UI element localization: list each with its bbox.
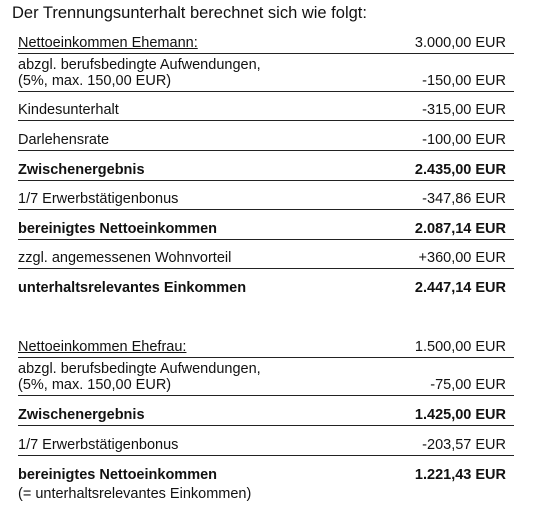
husband-deduction-value: -150,00 EUR	[422, 73, 506, 89]
wife-deduction-label	[18, 361, 261, 393]
husband-income-value: 3.000,00 EUR	[414, 35, 506, 51]
child-support-row	[18, 91, 514, 121]
housing-advantage-label: zzgl. angemessenen Wohnvorteil	[18, 250, 232, 266]
wife-adjusted-value: 1.221,43 EUR	[414, 467, 506, 483]
husband-deduction-line1: abzgl. berufsbedingte Aufwendungen,	[18, 57, 261, 73]
child-support-label: Kindesunterhalt	[18, 102, 119, 118]
wife-income-row	[18, 337, 514, 358]
loan-value: -100,00 EUR	[422, 132, 506, 148]
husband-relevant-income-row	[18, 268, 514, 298]
wife-deduction-line1: abzgl. berufsbedingte Aufwendungen,	[18, 361, 261, 377]
husband-income-row	[18, 33, 514, 54]
husband-subtotal-value: 2.435,00 EUR	[414, 162, 506, 178]
wife-subtotal-row	[18, 395, 514, 426]
wife-deduction-line2: (5%, max. 150,00 EUR)	[18, 377, 172, 393]
husband-adjusted-label: bereinigtes Nettoeinkommen	[18, 221, 218, 237]
husband-deduction-row	[18, 53, 514, 92]
husband-relevant-income-label: unterhaltsrelevantes Einkommen	[18, 280, 247, 296]
husband-bonus-row	[18, 180, 514, 210]
wife-adjusted-note: (= unterhaltsrelevantes Einkommen)	[18, 486, 252, 502]
housing-advantage-value: +360,00 EUR	[418, 250, 506, 266]
husband-subtotal-label: Zwischenergebnis	[18, 162, 145, 178]
loan-label: Darlehensrate	[18, 132, 110, 148]
husband-relevant-income-value: 2.447,14 EUR	[414, 280, 506, 296]
husband-bonus-value: -347,86 EUR	[422, 191, 506, 207]
husband-adjusted-row	[18, 209, 514, 240]
document-title: Der Trennungsunterhalt berechnet sich wie folgt:	[12, 4, 367, 22]
loan-row	[18, 120, 514, 151]
wife-deduction-row	[18, 357, 514, 396]
wife-bonus-row	[18, 425, 514, 456]
child-support-value: -315,00 EUR	[422, 102, 506, 118]
wife-income-label: Nettoeinkommen Ehefrau:	[18, 339, 187, 355]
wife-bonus-value: -203,57 EUR	[422, 437, 506, 453]
wife-adjusted-label: bereinigtes Nettoeinkommen	[18, 467, 218, 483]
wife-subtotal-label: Zwischenergebnis	[18, 407, 145, 423]
husband-subtotal-row	[18, 150, 514, 181]
housing-advantage-row	[18, 239, 514, 269]
wife-deduction-value: -75,00 EUR	[430, 377, 506, 393]
husband-bonus-label: 1/7 Erwerbstätigenbonus	[18, 191, 179, 207]
husband-deduction-label	[18, 57, 261, 89]
husband-income-label: Nettoeinkommen Ehemann:	[18, 35, 198, 51]
wife-subtotal-value: 1.425,00 EUR	[414, 407, 506, 423]
wife-bonus-label: 1/7 Erwerbstätigenbonus	[18, 437, 179, 453]
wife-income-value: 1.500,00 EUR	[414, 339, 506, 355]
wife-adjusted-row	[18, 455, 514, 485]
husband-deduction-line2: (5%, max. 150,00 EUR)	[18, 73, 172, 89]
husband-adjusted-value: 2.087,14 EUR	[414, 221, 506, 237]
